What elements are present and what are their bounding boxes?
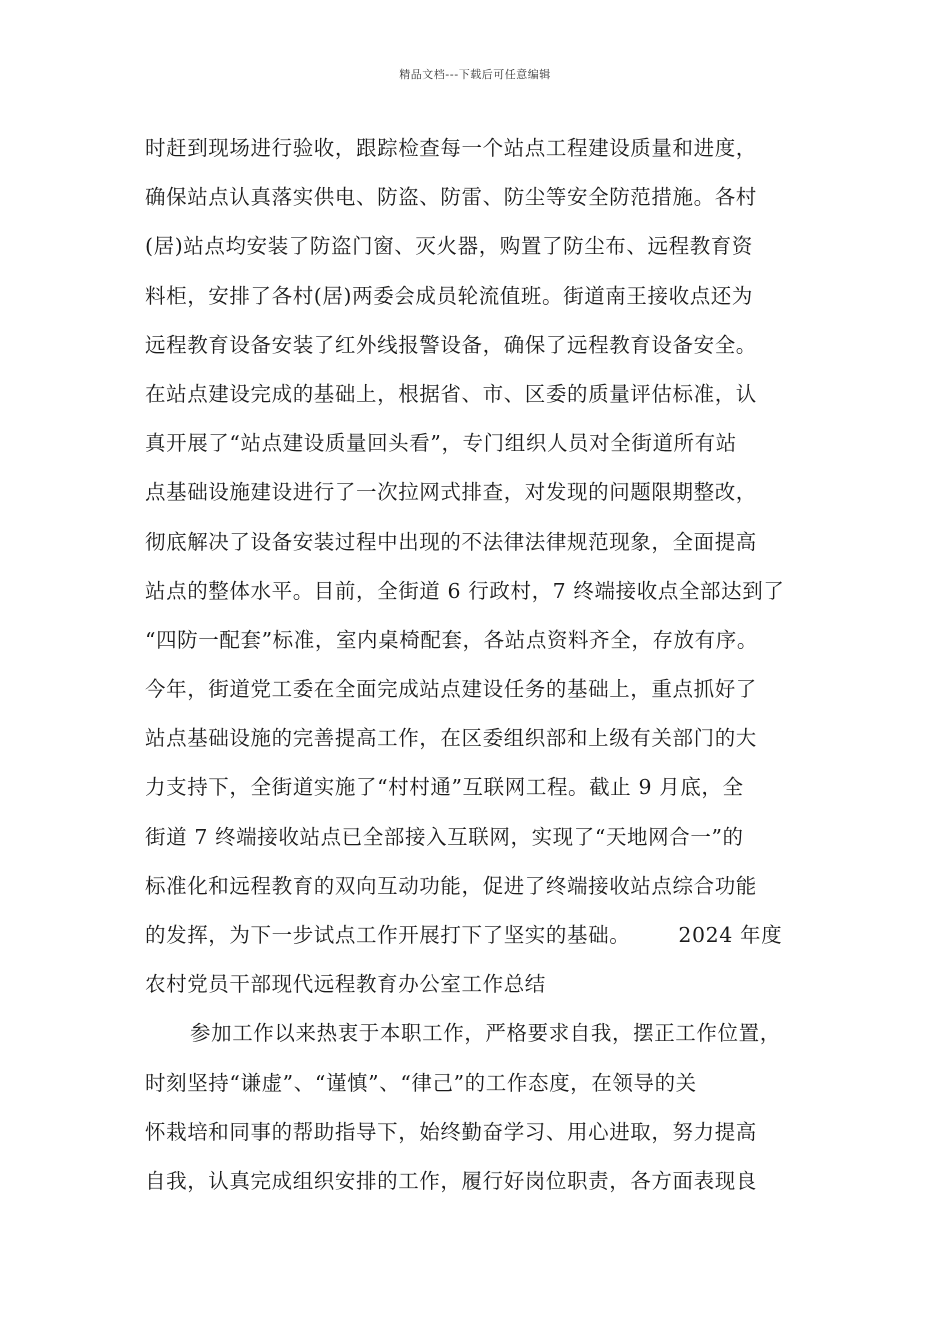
text-line: 真开展了“站点建设质量回头看”，专门组织人员对全街道所有站 — [145, 431, 737, 456]
paragraph-first-line: 参加工作以来热衷于本职工作，严格要求自我，摆正工作位置， — [190, 1021, 781, 1046]
text-line: 街道 7 终端接收站点已全部接入互联网，实现了“天地网合一”的 — [145, 824, 744, 849]
section-title: 农村党员干部现代远程教育办公室工作总结 — [145, 972, 546, 997]
text-line: 在站点建设完成的基础上，根据省、市、区委的质量评估标准，认 — [145, 381, 757, 406]
text-line — [145, 911, 825, 960]
text-line: 时刻坚持“谦虚”、“谨慎”、“律己”的工作态度，在领导的关 — [145, 1070, 697, 1095]
text-line: 自我，认真完成组织安排的工作，履行好岗位职责，各方面表现良 — [145, 1168, 757, 1193]
text-line: 标准化和远程教育的双向互动功能，促进了终端接收站点综合功能 — [145, 873, 757, 898]
section-title-start: 2024 年度 — [678, 923, 783, 947]
text-line: 站点基础设施的完善提高工作，在区委组织部和上级有关部门的大 — [145, 726, 757, 751]
text-line: 远程教育设备安装了红外线报警设备，确保了远程教育设备安全。 — [145, 332, 757, 357]
text-line: 今年，街道党工委在全面完成站点建设任务的基础上，重点抓好了 — [145, 677, 757, 702]
text-line: 点基础设施建设进行了一次拉网式排查，对发现的问题限期整改， — [145, 480, 757, 505]
text-line: 力支持下，全街道实施了“村村通”互联网工程。截止 9 月底，全 — [145, 775, 744, 800]
document-body — [145, 124, 825, 1206]
page-header: 精品文档---下载后可任意编辑 — [399, 68, 551, 81]
text-line: “四防一配套”标准，室内桌椅配套，各站点资料齐全，存放有序。 — [145, 627, 758, 652]
text-line: 彻底解决了设备安装过程中出现的不法律法律规范现象，全面提高 — [145, 529, 757, 554]
text-line: (居)站点均安装了防盗门窗、灭火器，购置了防尘布、远程教育资 — [145, 234, 753, 259]
text-line: 站点的整体水平。目前，全街道 6 行政村，7 终端接收点全部达到了 — [145, 578, 785, 603]
text-line-left: 的发挥，为下一步试点工作开展打下了坚实的基础。 — [145, 923, 631, 947]
text-line: 时赶到现场进行验收，跟踪检查每一个站点工程建设质量和进度， — [145, 136, 757, 160]
text-line: 确保站点认真落实供电、防盗、防雷、防尘等安全防范措施。各村 — [145, 185, 757, 210]
text-line: 料柜，安排了各村(居)两委会成员轮流值班。街道南王接收点还为 — [145, 283, 753, 308]
text-line: 怀栽培和同事的帮助指导下，始终勤奋学习、用心进取，努力提高 — [145, 1119, 757, 1144]
